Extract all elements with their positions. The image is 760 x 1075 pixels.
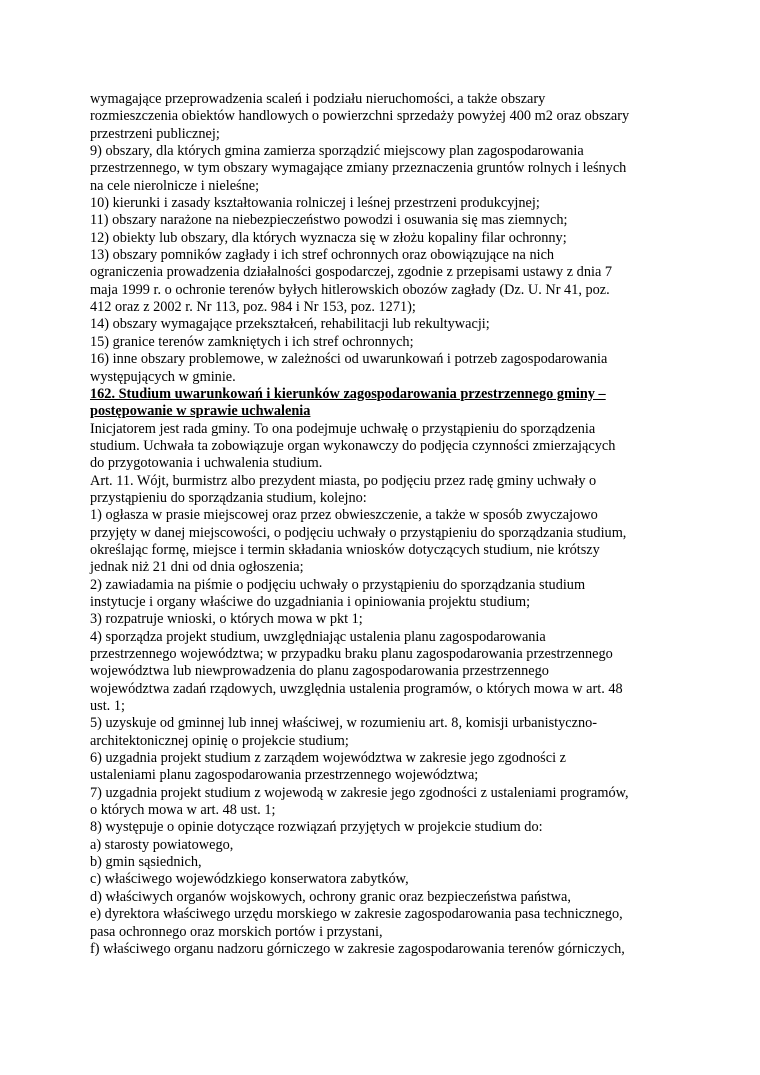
text-line: 4) sporządza projekt studium, uwzględniając ustalenia planu zagospodarowania xyxy=(90,628,546,645)
text-line: f) właściwego organu nadzoru górniczego w zakresie zagospodarowania terenów górniczych, xyxy=(90,940,625,957)
text-line: c) właściwego wojewódzkiego konserwatora zabytków, xyxy=(90,871,409,888)
text-line: na cele nierolnicze i nieleśne; xyxy=(90,177,260,194)
text-line: przestrzennego, w tym obszary wymagające zmiany przeznaczenia gruntów rolnych i leśnych xyxy=(90,160,627,177)
text-line: 7) uzgadnia projekt studium z wojewodą w zakresie jego zgodności z ustaleniami programów, xyxy=(90,784,629,801)
text-line: przestrzennego województwa; w przypadku braku planu zagospodarowania przestrzennego xyxy=(90,646,613,662)
text-line: 11) obszary narażone na niebezpieczeństwo powodzi i osuwania się mas ziemnych; xyxy=(90,212,568,229)
text-line: a) starosty powiatowego, xyxy=(90,836,234,853)
document-page xyxy=(90,91,670,958)
text-line: 15) granice terenów zamkniętych i ich stref ochronnych; xyxy=(90,333,414,350)
text-line: 14) obszary wymagające przekształceń, rehabilitacji lub rekultywacji; xyxy=(90,316,490,333)
text-line: przystąpieniu do sporządzania studium, kolejno: xyxy=(90,489,367,506)
text-line: o których mowa w art. 48 ust. 1; xyxy=(90,802,276,819)
text-line: studium. Uchwała ta zobowiązuje organ wykonawczy do podjęcia czynności zmierzających xyxy=(90,437,616,454)
text-line: pasa ochronnego oraz morskich portów i przystani, xyxy=(90,923,383,940)
text-line: 1) ogłasza w prasie miejscowej oraz przez obwieszczenie, a także w sposób zwyczajowo xyxy=(90,507,598,524)
text-line: 10) kierunki i zasady kształtowania rolniczej i leśnej przestrzeni produkcyjnej; xyxy=(90,195,540,212)
text-line: Art. 11. Wójt, burmistrz albo prezydent miasta, po podjęciu przez radę gminy uchwały o xyxy=(90,472,597,489)
text-line: przyjęty w danej miejscowości, o podjęciu uchwały o przystąpieniu do sporządzania studium, xyxy=(90,524,627,541)
text-line: d) właściwych organów wojskowych, ochrony granic oraz bezpieczeństwa państwa, xyxy=(90,888,571,905)
text-line: przestrzeni publicznej; xyxy=(90,125,220,142)
text-line: 9) obszary, dla których gmina zamierza sporządzić miejscowy plan zagospodarowania xyxy=(90,143,584,160)
text-line: województwa lub niewprowadzenia do planu zagospodarowania przestrzennego xyxy=(90,663,549,680)
section-heading-line: postępowanie w sprawie uchwalenia xyxy=(90,403,311,420)
text-line: e) dyrektora właściwego urzędu morskiego w zakresie zagospodarowania pasa technicznego, xyxy=(90,906,623,923)
text-line: do przygotowania i uchwalenia studium. xyxy=(90,455,323,472)
text-line: 3) rozpatruje wnioski, o których mowa w pkt 1; xyxy=(90,611,363,628)
text-line: 16) inne obszary problemowe, w zależności od uwarunkowań i potrzeb zagospodarowania xyxy=(90,351,608,368)
text-line: 2) zawiadamia na piśmie o podjęciu uchwały o przystąpieniu do sporządzania studium xyxy=(90,576,586,593)
text-line: wymagające przeprowadzenia scaleń i podziału nieruchomości, a także obszary xyxy=(90,91,546,107)
text-line: województwa zadań rządowych, uwzględnia ustalenia programów, o których mowa w art. 48 xyxy=(90,680,623,697)
text-line: określając formę, miejsce i termin składania wniosków dotyczących studium, nie krótszy xyxy=(90,541,600,558)
section-heading-line: 162. Studium uwarunkowań i kierunków zagospodarowania przestrzennego gminy – xyxy=(90,385,606,402)
text-line: 12) obiekty lub obszary, dla których wyznacza się w złożu kopaliny filar ochronny; xyxy=(90,229,567,246)
text-line: maja 1999 r. o ochronie terenów byłych hitlerowskich obozów zagłady (Dz. U. Nr 41, poz. xyxy=(90,281,610,298)
text-line: występujących w gminie. xyxy=(90,368,236,385)
text-line: 6) uzgadnia projekt studium z zarządem województwa w zakresie jego zgodności z xyxy=(90,750,566,767)
text-line: 412 oraz z 2002 r. Nr 113, poz. 984 i Nr 153, poz. 1271); xyxy=(90,299,416,316)
text-line: Inicjatorem jest rada gminy. To ona podejmuje uchwałę o przystąpieniu do sporządzenia xyxy=(90,420,596,437)
text-line: jednak niż 21 dni od dnia ogłoszenia; xyxy=(90,559,304,576)
text-line: architektonicznej opinię o projekcie studium; xyxy=(90,732,349,749)
text-line: instytucje i organy właściwe do uzgadniania i opiniowania projektu studium; xyxy=(90,593,531,610)
text-line: ograniczenia prowadzenia działalności gospodarczej, zgodnie z przepisami ustawy z dnia 7 xyxy=(90,264,613,281)
text-line: 13) obszary pomników zagłady i ich stref ochronnych oraz obowiązujące na nich xyxy=(90,247,555,264)
text-line: ustaleniami planu zagospodarowania przestrzennego województwa; xyxy=(90,767,479,784)
text-line: b) gmin sąsiednich, xyxy=(90,854,202,871)
text-line: ust. 1; xyxy=(90,698,125,715)
text-line: 8) występuje o opinie dotyczące rozwiązań przyjętych w projekcie studium do: xyxy=(90,819,543,836)
text-line: 5) uzyskuje od gminnej lub innej właściwej, w rozumieniu art. 8, komisji urbanistyczno- xyxy=(90,715,598,732)
text-line: rozmieszczenia obiektów handlowych o powierzchni sprzedaży powyżej 400 m2 oraz obszary xyxy=(90,108,630,125)
